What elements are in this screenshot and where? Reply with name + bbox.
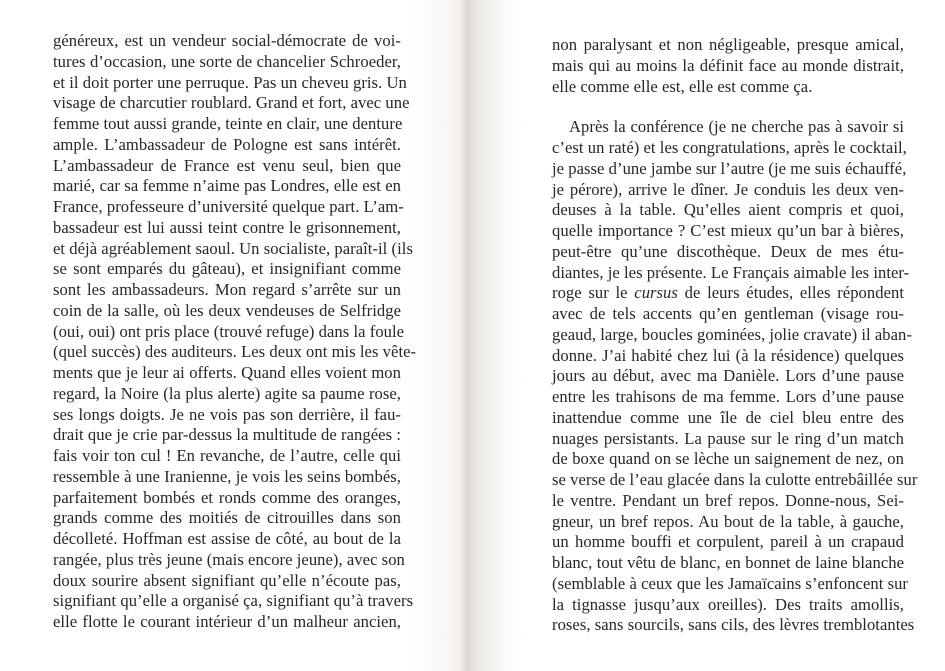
left-page-text [53, 31, 417, 633]
text-line: quelle importance ? C’est mieux qu’un bar à bières, [552, 221, 904, 240]
text-line: nuages persistants. La pause sur le ring d’un match [552, 428, 904, 448]
paragraph-break [552, 97, 904, 117]
text-line: ments que je leur ai offerts. Quand elles voient mon [53, 363, 401, 382]
italic-term: cursus [634, 283, 678, 303]
text-line: non paralysant et non négligeable, presque amical, [552, 35, 904, 54]
text-line: geaud, large, boucles gominées, jolie cravate) il aban- [552, 324, 912, 344]
text-line: je pérore), arrive le dîner. Je conduis les deux ven- [552, 179, 904, 199]
text-line: se verse de l’eau glacée dans la culotte entrebâillée sur [552, 470, 918, 489]
text-line: (oui, oui) ont pris place (trouvé refuge) dans la foule [53, 321, 405, 341]
text-line: jours au début, avec ma Danièle. Lors d’une pause [552, 366, 904, 386]
text-line: peut-être qu’une discothèque. Deux de mes étu- [552, 241, 904, 261]
text-line: grands comme des moitiés de citrouilles dans son [53, 508, 401, 528]
text-line: entre les trahisons de ma femme. Lors d’une pause [552, 387, 904, 406]
text-line: elle flotte le courant intérieur d’un malheur ancien, [53, 612, 401, 631]
text-line: femme tout aussi grande, teinte en clair, une denture [53, 114, 403, 133]
text-line: gneur, un bref repos. Au bout de la table, à gauche, [552, 511, 904, 531]
text-line: drait que je crie par-dessus la multitude de rangées : [53, 425, 401, 445]
text-line: (semblable à ceux que les Jamaïcains s’enfoncent sur [552, 573, 909, 593]
text-line: mais qui au moins la définit face au monde distrait, [552, 55, 904, 75]
text-line: se sont emparés du gâteau), et insignifiant comme [53, 259, 401, 279]
text-line: diantes, je les présente. Le Français aimable les inter- [552, 262, 910, 282]
text-line: deuses à la table. Qu’elles aient compris et quoi, [552, 200, 904, 220]
text-line: marié, car sa femme n’aime pas Londres, elle est en [53, 176, 401, 196]
text-line: elle comme elle est, elle est comme ça. [552, 76, 813, 96]
text-line: de boxe quand on se lèche un saignement de nez, on [552, 449, 904, 469]
text-line: coin de la salle, où les deux vendeuses de Selfridge [53, 300, 401, 320]
book-gutter [460, 0, 466, 671]
text-line: inattendue comme une île de ciel bleu entre des [552, 407, 904, 427]
text-line: roses, sans sourcils, sans cils, des lèvres tremblotantes [552, 615, 915, 635]
text-line: donne. J’ai habité chez lui (à la résidence) quelques [552, 345, 904, 365]
text-line: ses longs doigts. Je ne vois pas son derrière, il fau- [53, 404, 401, 424]
text-line: visage de charcutier roublard. Grand et fort, avec une [53, 93, 410, 113]
text-line: décolleté. Hoffman est assise de côté, au bout de la [53, 529, 401, 548]
text-line: blanc, tout vêtu de blanc, en bonnet de laine blanche [552, 553, 904, 572]
text-line: doux sourire absent signifiant qu’elle n’écoute pas, [53, 570, 401, 590]
text-line: fais voir ton cul ! En revanche, de l’autre, celle qui [53, 446, 401, 465]
text-line: je passe d’une jambe sur l’autre (je me suis échauffé, [552, 158, 907, 178]
text-span: roge sur le [552, 283, 628, 303]
text-line [552, 283, 904, 304]
text-span: de leurs études, elles répondent [684, 283, 905, 303]
text-line: ressemble à une Iranienne, je vois les seins bombés, [53, 466, 401, 486]
text-line: et déjà agréablement saoul. Un socialiste, paraît-il (ils [53, 238, 413, 258]
text-line: la tignasse jusqu’aux oreilles). Des traits amollis, [552, 594, 904, 614]
text-line: sont les ambassadeurs. Mon regard s’arrête sur un [53, 280, 401, 299]
text-line: L’ambassadeur de France est venu seul, bien que [53, 155, 401, 175]
text-line: c’est un raté) et les congratulations, après le cocktail, [552, 138, 907, 157]
text-line: le ventre. Pendant un bref repos. Donne-nous, Sei- [552, 490, 904, 510]
text-line: France, professeure d’université quelque part. L’am- [53, 197, 404, 216]
text-line: ample. L’ambassadeur de Pologne est sans intérêt. [53, 134, 401, 154]
text-line: bassadeur est lui aussi teint contre le grisonnement, [53, 217, 401, 237]
text-line: parfaitement bombés et ronds comme des oranges, [53, 487, 401, 507]
text-line: tures d’occasion, une sorte de chancelier Schroeder, [53, 51, 401, 71]
text-line: signifiant qu’elle a organisé ça, signifiant qu’à travers [53, 591, 414, 611]
paragraph [552, 117, 918, 636]
text-line: (quel succès) des auditeurs. Les deux ont mis les vête- [53, 342, 417, 362]
text-line: généreux, est un vendeur social-démocrate de voi- [53, 31, 401, 50]
paragraph [552, 35, 904, 97]
text-line: et il doit porter une perruque. Pas un cheveu gris. Un [53, 72, 407, 92]
text-line: regard, la Noire (la plus alerte) agite sa paume rose, [53, 383, 401, 403]
text-line: rangée, plus très jeune (mais encore jeune), avec son [53, 549, 405, 569]
right-page-text [552, 35, 918, 636]
text-line: Après la conférence (je ne cherche pas à savoir si [569, 117, 904, 137]
text-line: avec de tels accents qu’en gentleman (visage rou- [552, 304, 904, 323]
text-line: un homme bouffi et corpulent, pareil à un crapaud [552, 532, 904, 552]
